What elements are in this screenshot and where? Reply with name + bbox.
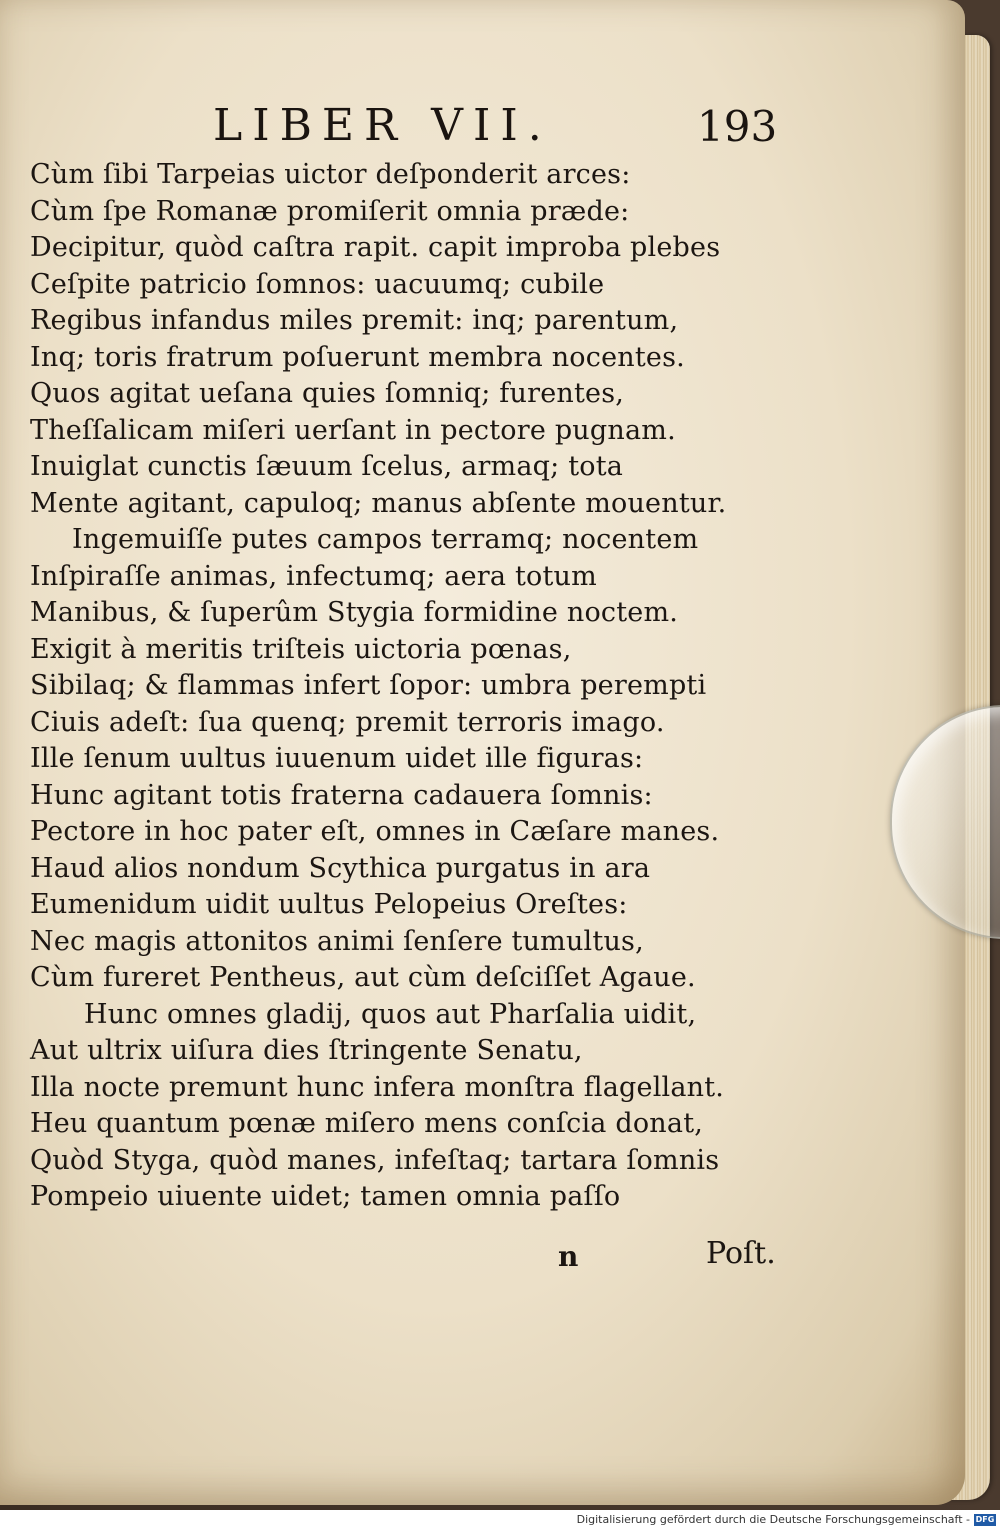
verse-line: Theſſalicam miſeri uerſant in pectore pugnam. xyxy=(30,414,676,446)
verse-line: Ciuis adeſt: ſua quenq; premit terroris imago. xyxy=(30,706,665,738)
verse-line: Hunc agitant totis fraterna cadauera ſomnis: xyxy=(30,779,653,811)
catchword: Poſt. xyxy=(706,1236,776,1271)
running-head: LIBER VII. xyxy=(213,100,552,151)
verse-line: Heu quantum pœnæ miſero mens conſcia donat, xyxy=(30,1108,704,1139)
page-number: 193 xyxy=(697,102,778,151)
verse-line: Eumenidum uidit uultus Pelopeius Oreſtes: xyxy=(30,889,628,920)
verse-line: Cùm ſpe Romanæ promiſerit omnia præde: xyxy=(30,195,630,227)
funding-credit: Digitalisierung gefördert durch die Deutsche Forschungsgemeinschaft - xyxy=(576,1513,970,1526)
verse-line-indented: Hunc omnes gladij, quos aut Pharſalia uidit, xyxy=(84,998,697,1030)
verse-line: Inuiglat cunctis ſæuum ſcelus, armaq; tota xyxy=(30,451,624,482)
verse-line: Inſpiraſſe animas, infectumq; aera totum xyxy=(30,560,597,592)
verse-text xyxy=(30,157,800,1216)
verse-line: Nec magis attonitos animi ſenſere tumultus, xyxy=(30,925,644,957)
verse-line: Haud alios nondum Scythica purgatus in ara xyxy=(30,852,651,884)
show-through-bleed xyxy=(840,120,930,1260)
verse-line: Inq; toris fratrum poſuerunt membra nocentes. xyxy=(30,341,685,373)
dfg-logo-icon: DFG xyxy=(975,1515,995,1524)
verse-line: Regibus infandus miles premit: inq; parentum, xyxy=(30,305,679,336)
verse-line: Quos agitat ueſana quies ſomniq; furentes, xyxy=(30,378,625,409)
signature-mark: n xyxy=(558,1240,579,1273)
verse-line: Cùm fureret Pentheus, aut cùm deſciſſet Agaue. xyxy=(30,962,696,993)
verse-line: Ceſpite patricio ſomnos: uacuumq; cubile xyxy=(30,268,605,300)
verse-line: Mente agitant, capuloq; manus abſente mouentur. xyxy=(30,487,727,519)
verse-line: Aut ultrix uiſura dies ſtringente Senatu, xyxy=(30,1035,583,1066)
verse-line-indented: Ingemuiſſe putes campos terramq; nocentem xyxy=(72,524,699,555)
verse-line: Decipitur, quòd caſtra rapit. capit improba plebes xyxy=(30,232,721,263)
credit-bar xyxy=(0,1510,1000,1531)
verse-line: Sibilaq; & flammas infert ſopor: umbra perempti xyxy=(30,670,707,701)
verse-line: Exigit à meritis triſteis uictoria pœnas, xyxy=(30,633,572,665)
verse-line: Pectore in hoc pater eſt, omnes in Cæſare manes. xyxy=(30,816,720,847)
verse-line: Ille ſenum uultus iuuenum uidet ille figuras: xyxy=(30,743,644,774)
verse-line: Pompeio uiuente uidet; tamen omnia paſſo xyxy=(30,1181,621,1212)
verse-line: Manibus, & ſuperûm Stygia formidine noctem. xyxy=(30,597,679,628)
verse-line: Illa nocte premunt hunc infera monſtra flagellant. xyxy=(30,1071,725,1103)
verse-line: Cùm ſibi Tarpeias uictor deſponderit arces: xyxy=(30,159,631,190)
verse-line: Quòd Styga, quòd manes, infeſtaq; tartara ſomnis xyxy=(30,1144,720,1176)
